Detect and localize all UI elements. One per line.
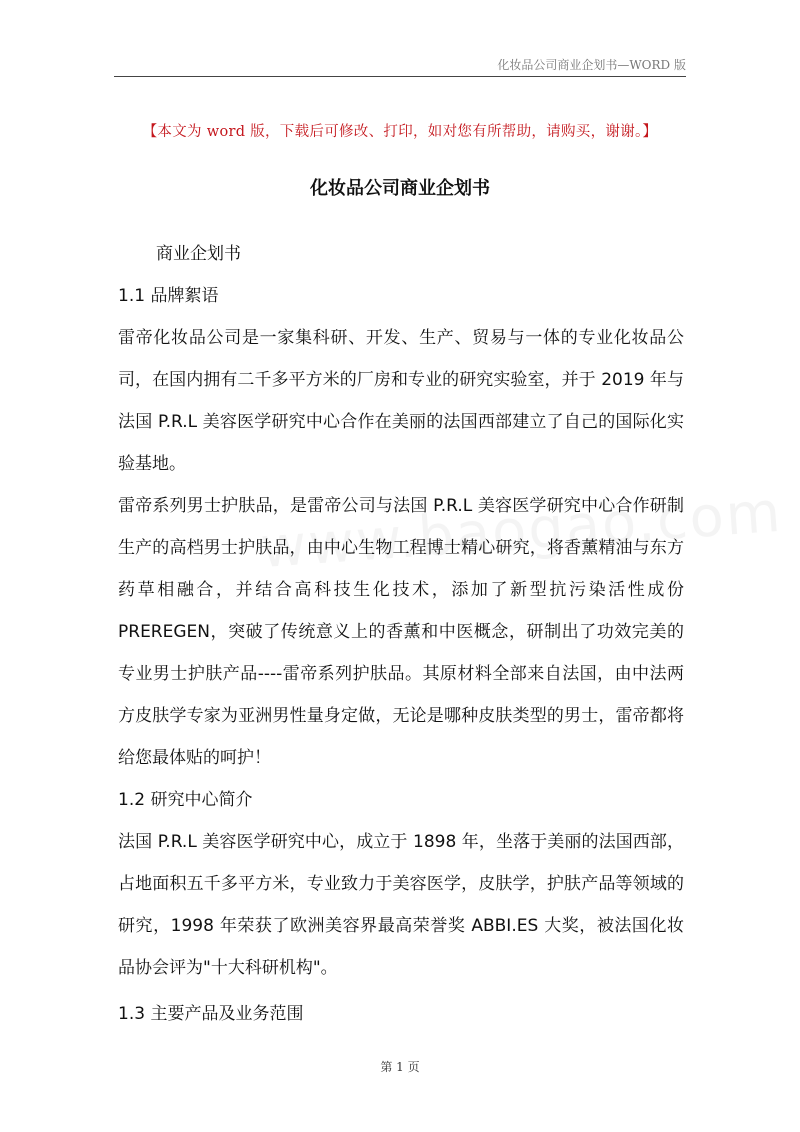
document-body <box>118 233 684 1035</box>
document-title: 化妆品公司商业企划书 <box>310 178 490 199</box>
section-heading: 1.2 研究中心简介 <box>118 790 253 810</box>
paragraph: 雷帝化妆品公司是一家集科研、开发、生产、贸易与一体的专业化妆品公司，在国内拥有二千多平方米的厂房和专业的研究实验室，并于 2019 年与法国 P.R.L 美容医学研究中心合作在美丽的法国西部建立了自己的国际化实验基地。 <box>118 328 684 474</box>
header-text: 化妆品公司商业企划书—WORD 版 <box>497 58 686 72</box>
download-notice: 【本文为 word 版，下载后可修改、打印，如对您有所帮助，请购买，谢谢。】 <box>142 124 658 140</box>
paragraph: 雷帝系列男士护肤品，是雷帝公司与法国 P.R.L 美容医学研究中心合作研制生产的高档男士护肤品，由中心生物工程博士精心研究，将香薰精油与东方药草相融合，并结合高科技生化技术，添加了新型抗污染活性成份 PREREGEN，突破了传统意义上的香薰和中医概念，研制出了功效完美的专业男士护肤产品----雷帝系列护肤品。其原材料全部来自法国，由中法两方皮肤学专家为亚洲男性量身定做，无论是哪种皮肤类型的男士，雷帝都将给您最体贴的呵护！ <box>118 496 684 768</box>
section-heading: 1.3 主要产品及业务范围 <box>118 1004 304 1024</box>
subtitle: 商业企划书 <box>156 244 241 264</box>
page-number: 第 1 页 <box>380 1060 420 1074</box>
section-heading: 1.1 品牌絮语 <box>118 286 219 306</box>
page-header <box>114 56 686 77</box>
paragraph: 法国 P.R.L 美容医学研究中心，成立于 1898 年，坐落于美丽的法国西部，占地面积五千多平方米，专业致力于美容医学，皮肤学，护肤产品等领域的研究，1998 年荣获了欧洲美容界最高荣誉奖 ABBI.ES 大奖，被法国化妆品协会评为"十大科研机构"。 <box>118 832 684 978</box>
